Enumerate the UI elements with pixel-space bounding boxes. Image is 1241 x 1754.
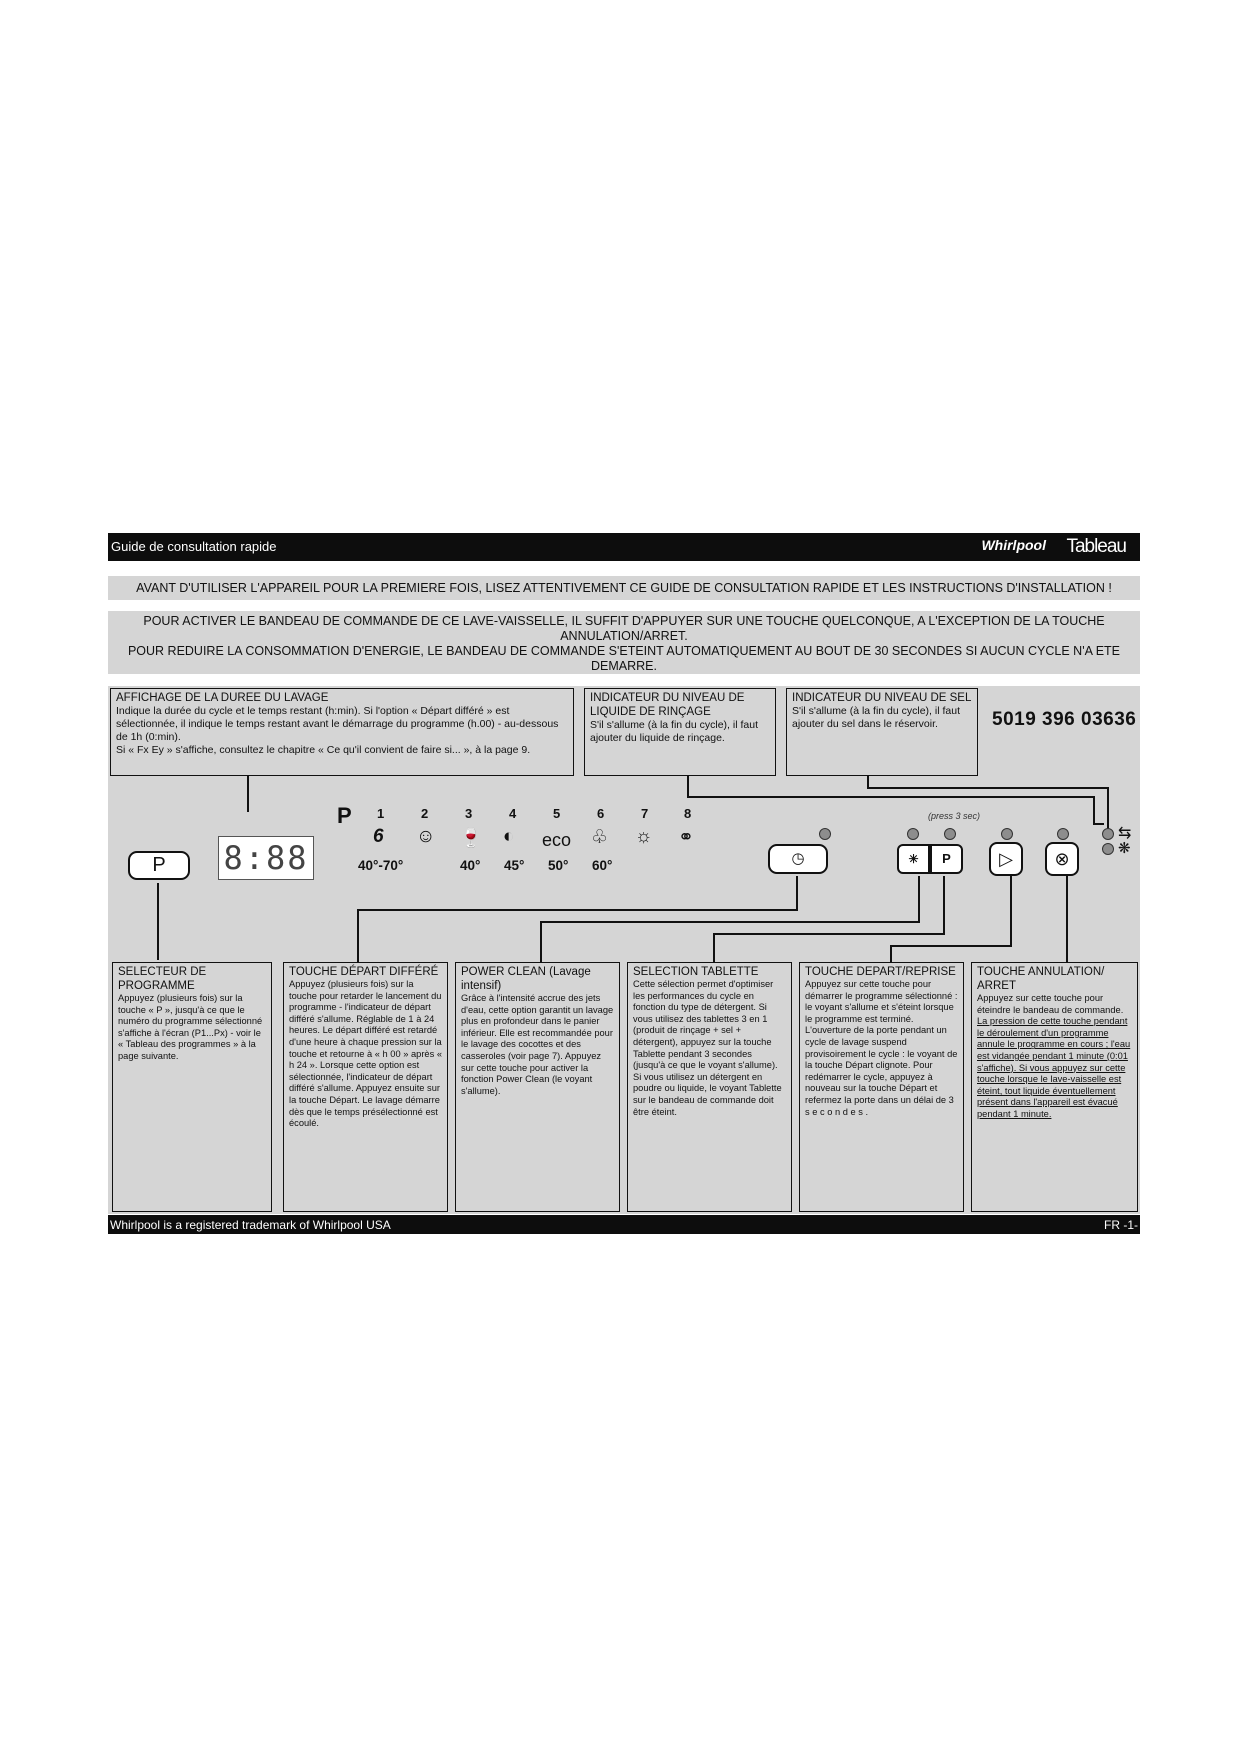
- intensive-icon: ♧: [591, 827, 609, 848]
- delay-start-button[interactable]: [768, 844, 828, 874]
- rinse-aid-led: [1102, 828, 1114, 840]
- cancel-icon: ⊗: [1054, 849, 1070, 869]
- salt-title: INDICATEUR DU NIVEAU DE SEL: [792, 692, 972, 704]
- prewash-icon: ☼: [635, 826, 653, 847]
- start-led: [1001, 828, 1013, 840]
- program-number-4: 4: [509, 806, 517, 821]
- display-info-title: AFFICHAGE DE LA DUREE DU LAVAGE: [116, 692, 329, 704]
- salt-icon: ❋: [1118, 840, 1131, 857]
- cancel-off-box: [971, 962, 1138, 1212]
- tablet-title: SELECTION TABLETTE: [633, 966, 759, 978]
- program-selector-box: [112, 962, 272, 1212]
- tablet-box: [627, 962, 792, 1212]
- glasses-icon: 🍷: [459, 828, 483, 849]
- power-clean-title: POWER CLEAN (Lavage intensif): [461, 966, 591, 992]
- cancel-led: [1057, 828, 1069, 840]
- program-button[interactable]: P: [128, 851, 190, 880]
- cancel-off-text: Appuyez sur cette touche pour éteindre le bandeau de commande.: [977, 993, 1124, 1015]
- whirlpool-logo: Whirlpool: [981, 537, 1046, 553]
- power-clean-box: [455, 962, 620, 1212]
- start-resume-box: [799, 962, 964, 1212]
- play-icon: ▷: [999, 849, 1013, 869]
- half-load-icon: ⚭: [678, 827, 694, 848]
- temp-program-1: 40°-70°: [358, 858, 404, 873]
- tablet-text: Cette sélection permet d'optimiser les performances du cycle en fonction du type de détergent. Si vous utilisez des tablettes 3 en 1 (produit de rinçage + sel + détergent), appuyez sur la touche Tablette pendant 3 secondes (jusqu'à ce que le voyant s'allume). Si vous utilisez un détergent en poudre ou liquide, le voyant Tablette sur le bandeau de commande doit être éteint.: [633, 979, 782, 1117]
- rinse-aid-title: INDICATEUR DU NIVEAU DE LIQUIDE DE RINÇAGE: [590, 692, 745, 718]
- program-selector-title: SELECTEUR DE PROGRAMME: [118, 966, 207, 992]
- time-display: 8:88: [218, 836, 314, 880]
- rinse-aid-text: S'il s'allume (à la fin du cycle), il faut ajouter du liquide de rinçage.: [590, 719, 758, 744]
- program-p-label: P: [337, 803, 352, 828]
- temp-program-6: 60°: [592, 858, 613, 873]
- soak-icon: ☺: [416, 826, 436, 847]
- power-clean-button[interactable]: [897, 844, 930, 874]
- rinse-aid-icon: ⇆: [1118, 825, 1132, 842]
- program-number-1: 1: [377, 806, 385, 821]
- press-3-sec-hint: (press 3 sec): [928, 811, 981, 821]
- power-clean-led: [907, 828, 919, 840]
- 6th-sense-icon: 6: [373, 826, 384, 847]
- product-code: 5019 396 03636: [992, 709, 1137, 730]
- program-number-6: 6: [597, 806, 605, 821]
- program-number-7: 7: [641, 806, 649, 821]
- temp-program-5: 50°: [548, 858, 569, 873]
- temp-program-3: 40°: [460, 858, 481, 873]
- tablet-button[interactable]: P: [930, 844, 963, 874]
- start-resume-button[interactable]: [989, 842, 1023, 876]
- trademark-note: Whirlpool is a registered trademark of Whirlpool USA: [110, 1218, 391, 1232]
- cancel-off-title: TOUCHE ANNULATION/ ARRET: [977, 966, 1105, 992]
- guide-title: Guide de consultation rapide: [111, 539, 277, 554]
- model-name: Tableau: [1066, 536, 1126, 557]
- salt-led: [1102, 843, 1114, 855]
- display-info-error-text: Si « Fx Ey » s'affiche, consultez le chapitre « Ce qu'il convient de faire si... », à la page 9.: [116, 744, 531, 756]
- delay-start-text: Appuyez (plusieurs fois) sur la touche pour retarder le lancement du programme - l'indicateur de départ différé s'allume. Réglable de 1 à 24 heures. Le départ différé est retardé d'une heure à chaque pression sur la touche et retourne à « h 00 » après « h 24 ». Lorsque cette option est sélectionnée, l'indicateur de départ différé s'allume. Appuyez ensuite sur la touche Départ. Le lavage démarre dès que le temps présélectionné est écoulé.: [289, 979, 442, 1129]
- quick-wash-icon: ◐: [503, 826, 515, 847]
- program-number-8: 8: [684, 806, 692, 821]
- eco-icon: eco: [542, 830, 572, 850]
- start-resume-title: TOUCHE DEPART/REPRISE: [805, 966, 956, 978]
- salt-text: S'il s'allume (à la fin du cycle), il faut ajouter du sel dans le réservoir.: [792, 705, 960, 730]
- warning-activation-line1: POUR ACTIVER LE BANDEAU DE COMMANDE DE CE LAVE-VAISSELLE, IL SUFFIT D'APPUYER SUR UNE TOUCHE QUELCONQUE, A L'EXCEPTION DE LA TOUCHE ANNULATION/ARRET.: [143, 614, 1105, 643]
- program-selector-text: Appuyez (plusieurs fois) sur la touche « P », jusqu'à ce que le numéro du programme sélectionné s'affiche à l'écran (P1...Px) - voir le « Tableau des programmes » à la page suivante.: [118, 993, 263, 1061]
- warning-activation-line2: POUR REDUIRE LA CONSOMMATION D'ENERGIE, LE BANDEAU DE COMMANDE S'ETEINT AUTOMATIQUEMENT AU BOUT DE 30 SECONDES SI AUCUN CYCLE N'A ETE DEMARRE.: [127, 644, 1121, 673]
- page-number: FR -1-: [1104, 1218, 1138, 1232]
- display-info-text: Indique la durée du cycle et le temps restant (h:min). Si l'option « Départ différé » est sélectionnée, il indique le temps restant avant le démarrage du programme (h.00) - au-dessous de 1h (0:min).: [116, 705, 559, 743]
- delay-start-title: TOUCHE DÉPART DIFFÉRÉ: [289, 966, 439, 978]
- power-clean-text: Grâce à l'intensité accrue des jets d'eau, cette option garantit un lavage plus en profondeur dans le panier inférieur. Elle est recommandée pour le lavage des cocottes et des casseroles (voir page 7). Appuyez sur cette touche pour activer la fonction Power Clean (le voyant s'allume).: [461, 993, 614, 1096]
- warning-installation: AVANT D'UTILISER L'APPAREIL POUR LA PREMIERE FOIS, LISEZ ATTENTIVEMENT CE GUIDE DE CONSULTATION RAPIDE ET LES INSTRUCTIONS D'INSTALLATION !: [108, 576, 1140, 600]
- program-number-5: 5: [553, 806, 561, 821]
- start-resume-text: Appuyez sur cette touche pour démarrer le programme sélectionné : le voyant s'allume et s'éteint lorsque le programme est terminé. L'ouverture de la porte pendant un cycle de lavage suspend provisoirement le cycle : le voyant de la touche Départ clignote. Pour redémarrer le cycle, appuyez à nouveau sur la touche Départ et refermez la porte dans un délai de 3 s e c o n d e s .: [805, 979, 958, 1117]
- program-number-2: 2: [421, 806, 429, 821]
- tablet-led: [944, 828, 956, 840]
- program-number-3: 3: [465, 806, 473, 821]
- cancel-off-text-underlined: La pression de cette touche pendant le déroulement d'un programme annule le programme en cours ; l'eau est vidangée pendant 1 minute (0:01 s'affiche). Si vous appuyez sur cette touche lorsque le lave-vaisselle est éteint, tout liquide éventuellement présent dans l'appareil est évacué pendant 1 minute.: [977, 1016, 1131, 1119]
- footer-bar: [108, 1215, 1140, 1234]
- temp-program-4: 45°: [504, 858, 525, 873]
- delay-start-box: [283, 962, 448, 1212]
- delay-led: [819, 828, 831, 840]
- cancel-off-button[interactable]: [1045, 842, 1079, 876]
- power-clean-icon: ✳: [908, 852, 919, 866]
- clock-icon: ◷: [791, 850, 805, 867]
